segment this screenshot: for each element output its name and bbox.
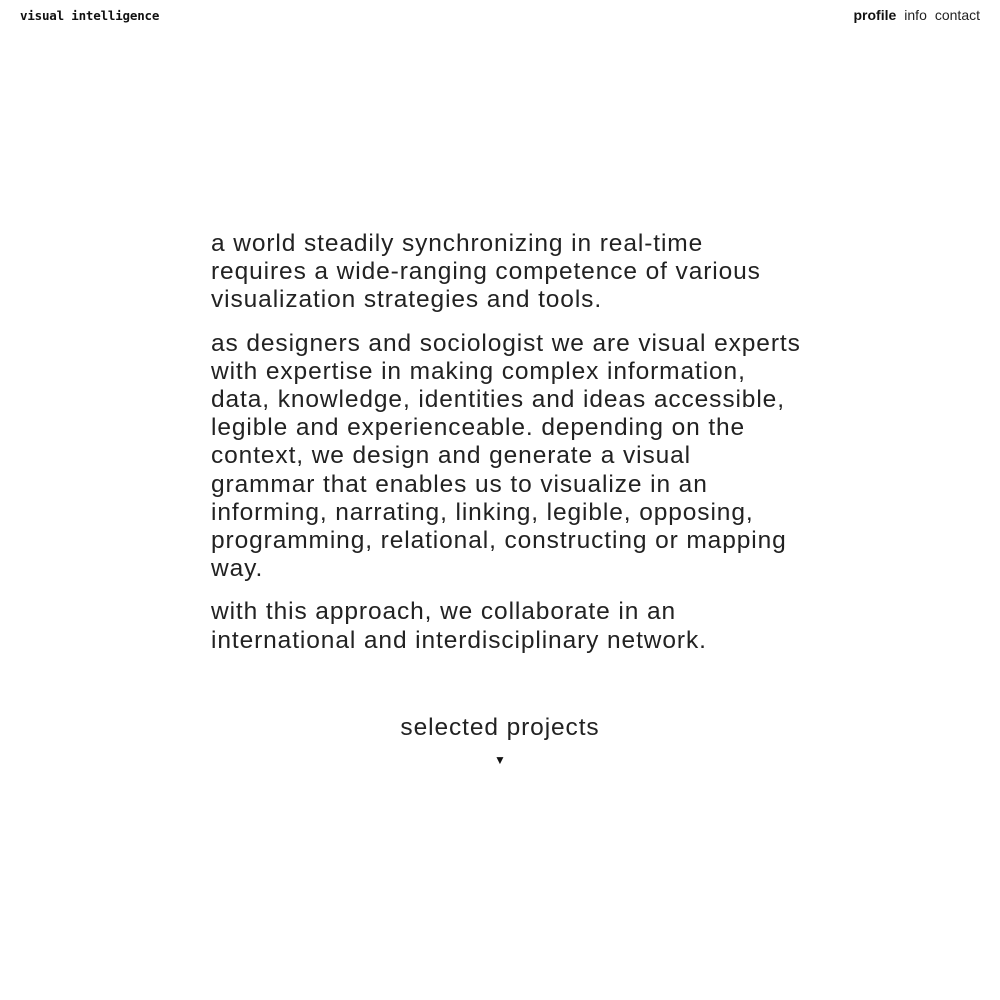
selected-projects-label: selected projects — [400, 714, 600, 741]
nav-item-info[interactable]: info — [904, 7, 927, 23]
triangle-down-icon[interactable]: ▼ — [494, 753, 506, 767]
nav-item-contact[interactable]: contact — [934, 7, 980, 23]
intro-text — [211, 230, 801, 670]
intro-paragraph: with this approach, we collaborate in an international and interdisciplinary network. — [211, 598, 707, 654]
selected-projects-link[interactable] — [0, 713, 1000, 767]
nav-item-profile[interactable]: profile — [853, 7, 897, 23]
intro-paragraph: as designers and sociologist we are visual experts with expertise in making complex information, data, knowledge, identities and ideas accessible, legible and experienceable. depending on the context, we design and generate a visual grammar that enables us to visualize in an informing, narrating, linking, legible, opposing, programming, relational, constructing or mapping way. — [211, 329, 801, 583]
intro-paragraph: a world steadily synchronizing in real-time requires a wide-ranging competence of various visualization strategies and tools. — [211, 230, 761, 314]
main-nav — [854, 7, 981, 23]
brand-logo-link[interactable]: visual intelligence — [20, 8, 160, 23]
